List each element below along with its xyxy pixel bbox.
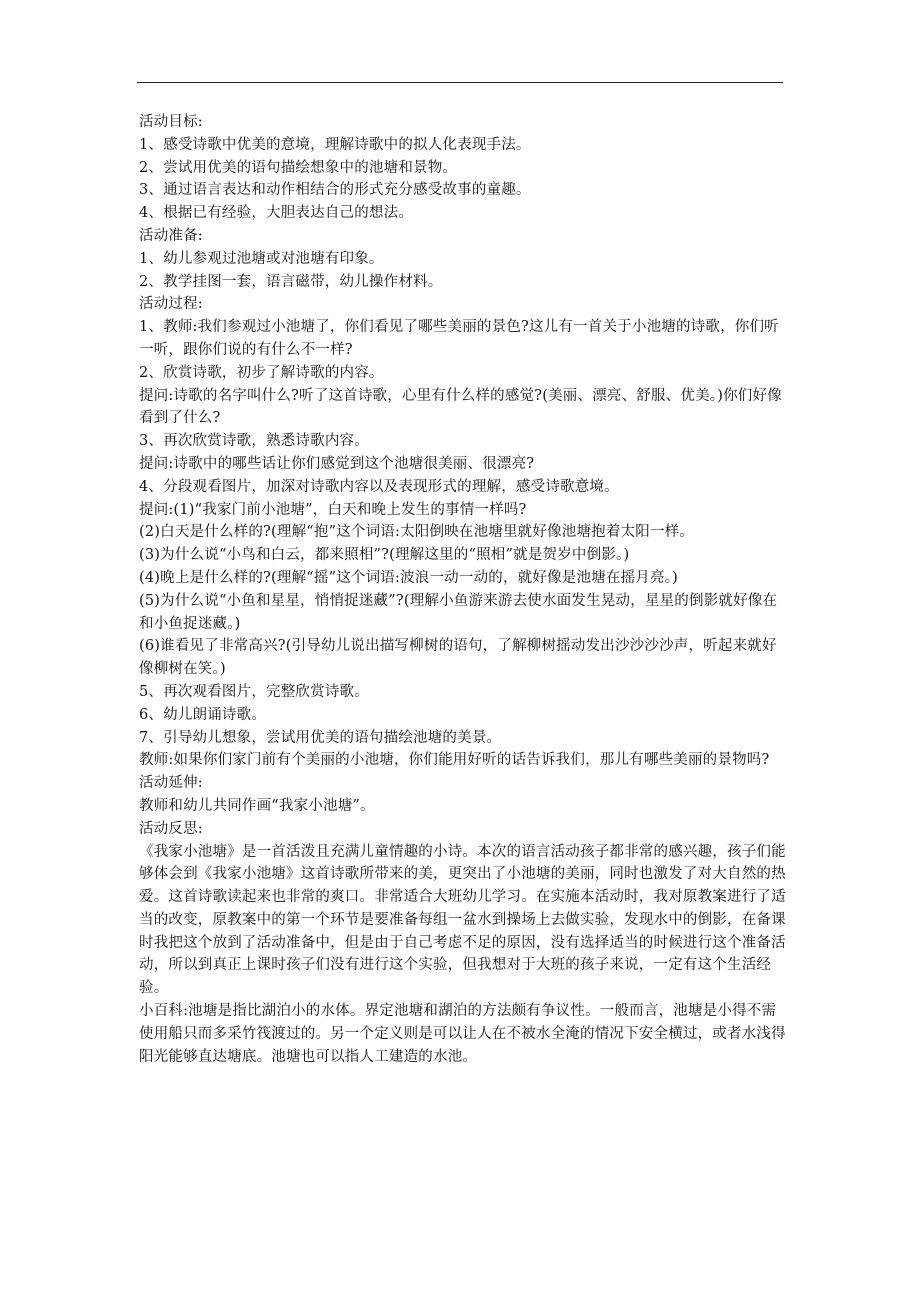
objective-item: 2、尝试用优美的语句描绘想象中的池塘和景物。 xyxy=(139,159,458,176)
process-paragraph: 提问:(1)“我家门前小池塘”，白天和晚上发生的事情一样吗? xyxy=(139,501,527,518)
process-paragraph: 1、教师:我们参观过小池塘了，你们看见了哪些美丽的景色?这儿有一首关于小池塘的诗歌，你们听一听，跟你们说的有什么不一样? xyxy=(139,319,779,358)
extension-paragraph: 教师和幼儿共同作画“我家小池塘”。 xyxy=(139,797,375,814)
reflection-paragraph: 《我家小池塘》是一首活泼且充满儿童情趣的小诗。本次的语言活动孩子都非常的感兴趣，孩子们能够体会到《我家小池塘》这首诗歌所带来的美，更突出了小池塘的美丽，同时也激发了对大自然的热爱。这首诗歌读起来也非常的爽口。非常适合大班幼儿学习。在实施本活动时，我对原教案进行了适当的改变，原教案中的第一个环节是要准备每组一盆水到操场上去做实验，发现水中的倒影，在备课时我把这个放到了活动准备中，但是由于自己考虑不足的原因，没有选择适当的时候进行这个准备活动，所以到真正上课时孩子们没有进行这个实验，但我想对于大班的孩子来说，一定有这个生活经验。 xyxy=(139,843,786,997)
objective-item: 4、根据已有经验，大胆表达自己的想法。 xyxy=(139,205,414,222)
process-paragraph: 4、分段观看图片，加深对诗歌内容以及表现形式的理解，感受诗歌意境。 xyxy=(139,478,619,495)
process-paragraph: 提问:诗歌中的哪些话让你们感觉到这个池塘很美丽、很漂亮? xyxy=(139,455,535,472)
process-paragraph: 5、再次观看图片，完整欣赏诗歌。 xyxy=(139,683,369,700)
objective-item: 3、通过语言表达和动作相结合的形式充分感受故事的童趣。 xyxy=(139,182,531,199)
process-paragraph: (2)白天是什么样的?(理解“抱”这个词语:太阳倒映在池塘里就好像池塘抱着太阳一样。 xyxy=(139,524,695,541)
process-paragraph: 2、欣赏诗歌，初步了解诗歌的内容。 xyxy=(139,364,384,381)
preparation-item: 2、教学挂图一套，语言磁带，幼儿操作材料。 xyxy=(139,273,443,290)
process-paragraph: 提问:诗歌的名字叫什么?听了这首诗歌，心里有什么样的感觉?(美丽、漂亮、舒服、优美。)你们好像看到了什么? xyxy=(139,387,782,427)
preparation-item: 1、幼儿参观过池塘或对池塘有印象。 xyxy=(139,250,384,267)
encyclopedia-paragraph: 小百科:池塘是指比湖泊小的水体。界定池塘和湖泊的方法颇有争议性。一般而言，池塘是小得不需使用船只而多采竹筏渡过的。另一个定义则是可以让人在不被水全淹的情况下安全横过，或者水浅得阳光能够直达塘底。池塘也可以指人工建造的水池。 xyxy=(139,1003,786,1065)
heading-reflection: 活动反思: xyxy=(139,820,203,837)
process-paragraph: (4)晚上是什么样的?(理解“摇”这个词语:波浪一动一动的，就好像是池塘在摇月亮。) xyxy=(139,569,678,586)
heading-process: 活动过程: xyxy=(139,296,203,313)
process-paragraph: 3、再次欣赏诗歌，熟悉诗歌内容。 xyxy=(139,433,369,450)
heading-preparation: 活动准备: xyxy=(139,227,203,244)
process-paragraph: 6、幼儿朗诵诗歌。 xyxy=(139,706,267,723)
process-paragraph: 教师:如果你们家门前有个美丽的小池塘，你们能用好听的话告诉我们，那儿有哪些美丽的景物吗? xyxy=(139,752,770,769)
document-body xyxy=(139,111,789,1068)
heading-extension: 活动延伸: xyxy=(139,775,203,792)
process-paragraph: (5)为什么说“小鱼和星星，悄悄捉迷藏”?(理解小鱼游来游去使水面发生晃动，星星的倒影就好像在和小鱼捉迷藏。) xyxy=(139,592,778,632)
objective-item: 1、感受诗歌中优美的意境，理解诗歌中的拟人化表现手法。 xyxy=(139,136,531,153)
process-paragraph: (6)谁看见了非常高兴?(引导幼儿说出描写柳树的语句，了解柳树摇动发出沙沙沙沙声，听起来就好像柳树在笑。) xyxy=(139,638,777,678)
header-rule xyxy=(137,82,783,83)
process-paragraph: 7、引导幼儿想象，尝试用优美的语句描绘池塘的美景。 xyxy=(139,729,502,746)
process-paragraph: (3)为什么说“小鸟和白云，都来照相”?(理解这里的“照相”就是贺岁中倒影。) xyxy=(139,547,630,564)
heading-objectives: 活动目标: xyxy=(139,114,203,130)
